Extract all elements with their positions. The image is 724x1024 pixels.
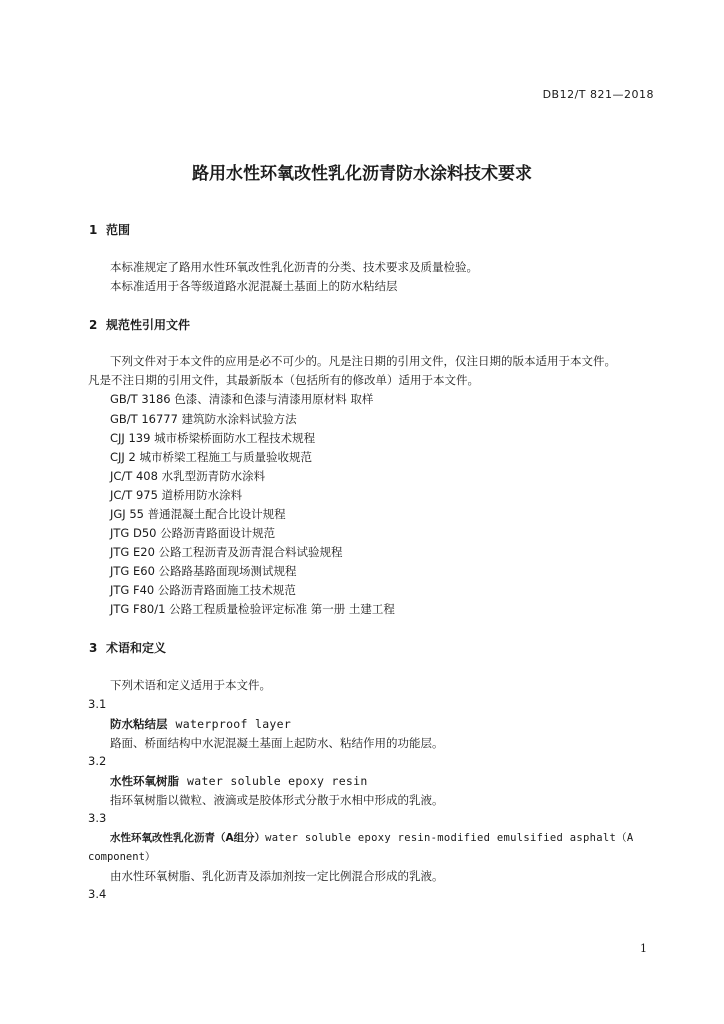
section-title: 范围	[106, 223, 131, 237]
term-zh: 防水粘结层	[110, 717, 168, 731]
reference-item: JTG D50 公路沥青路面设计规范	[110, 526, 276, 540]
term-number: 3.4	[88, 887, 107, 901]
section-1-heading	[89, 221, 130, 238]
section-2-heading	[89, 316, 190, 333]
reference-item: JTG F80/1 公路工程质量检验评定标准 第一册 土建工程	[110, 602, 395, 616]
document-title: 路用水性环氧改性乳化沥青防水涂料技术要求	[192, 164, 532, 184]
reference-item: JTG F40 公路沥青路面施工技术规范	[110, 583, 296, 597]
term-heading	[110, 773, 368, 789]
term-en: water soluble epoxy resin	[187, 774, 368, 788]
section-number: 3	[89, 641, 98, 655]
term-number: 3.2	[88, 754, 107, 768]
term-definition: 路面、桥面结构中水泥混凝土基面上起防水、粘结作用的功能层。	[110, 736, 444, 750]
term-heading	[110, 830, 634, 845]
reference-item: JC/T 408 水乳型沥青防水涂料	[110, 469, 266, 483]
reference-item: JGJ 55 普通混凝土配合比设计规程	[110, 507, 286, 521]
term-en: waterproof layer	[175, 717, 292, 731]
term-definition: 指环氧树脂以微粒、液滴或是胶体形式分散于水相中形成的乳液。	[110, 793, 444, 807]
term-zh: 水性环氧树脂	[110, 774, 179, 788]
section-number: 1	[89, 223, 98, 237]
reference-item: GB/T 3186 色漆、清漆和色漆与清漆用原材料 取样	[110, 392, 374, 406]
document-number: DB12/T 821—2018	[542, 88, 654, 101]
term-definition: 由水性环氧树脂、乳化沥青及添加剂按一定比例混合形成的乳液。	[110, 869, 444, 883]
reference-item: JTG E60 公路路基路面现场测试规程	[110, 564, 297, 578]
term-zh: 水性环氧改性乳化沥青（A组分）	[110, 832, 266, 844]
scope-paragraph-1: 本标准规定了路用水性环氧改性乳化沥青的分类、技术要求及质量检验。	[110, 260, 478, 274]
term-en-continuation: component）	[88, 851, 156, 863]
page-number: 1	[640, 942, 647, 955]
reference-item: JTG E20 公路工程沥青及沥青混合料试验规程	[110, 545, 343, 559]
reference-item: JC/T 975 道桥用防水涂料	[110, 488, 243, 502]
section-title: 术语和定义	[106, 641, 167, 655]
reference-item: GB/T 16777 建筑防水涂料试验方法	[110, 412, 297, 426]
section-title: 规范性引用文件	[106, 318, 191, 332]
section-number: 2	[89, 318, 98, 332]
term-heading	[110, 716, 291, 732]
reference-item: CJJ 2 城市桥梁工程施工与质量验收规范	[110, 450, 312, 464]
scope-paragraph-2: 本标准适用于各等级道路水泥混凝土基面上的防水粘结层	[110, 279, 398, 293]
term-number: 3.3	[88, 811, 107, 825]
section-3-heading	[89, 639, 166, 656]
reference-item: CJJ 139 城市桥梁桥面防水工程技术规程	[110, 431, 316, 445]
term-en: water soluble epoxy resin-modified emulsified asphalt（A	[265, 832, 634, 844]
terms-intro: 下列术语和定义适用于本文件。	[110, 678, 271, 692]
references-intro-line-2: 凡是不注日期的引用文件，其最新版本（包括所有的修改单）适用于本文件。	[88, 373, 479, 387]
term-number: 3.1	[88, 697, 107, 711]
references-intro-line-1: 下列文件对于本文件的应用是必不可少的。凡是注日期的引用文件，仅注日期的版本适用于本文件。	[110, 354, 616, 368]
